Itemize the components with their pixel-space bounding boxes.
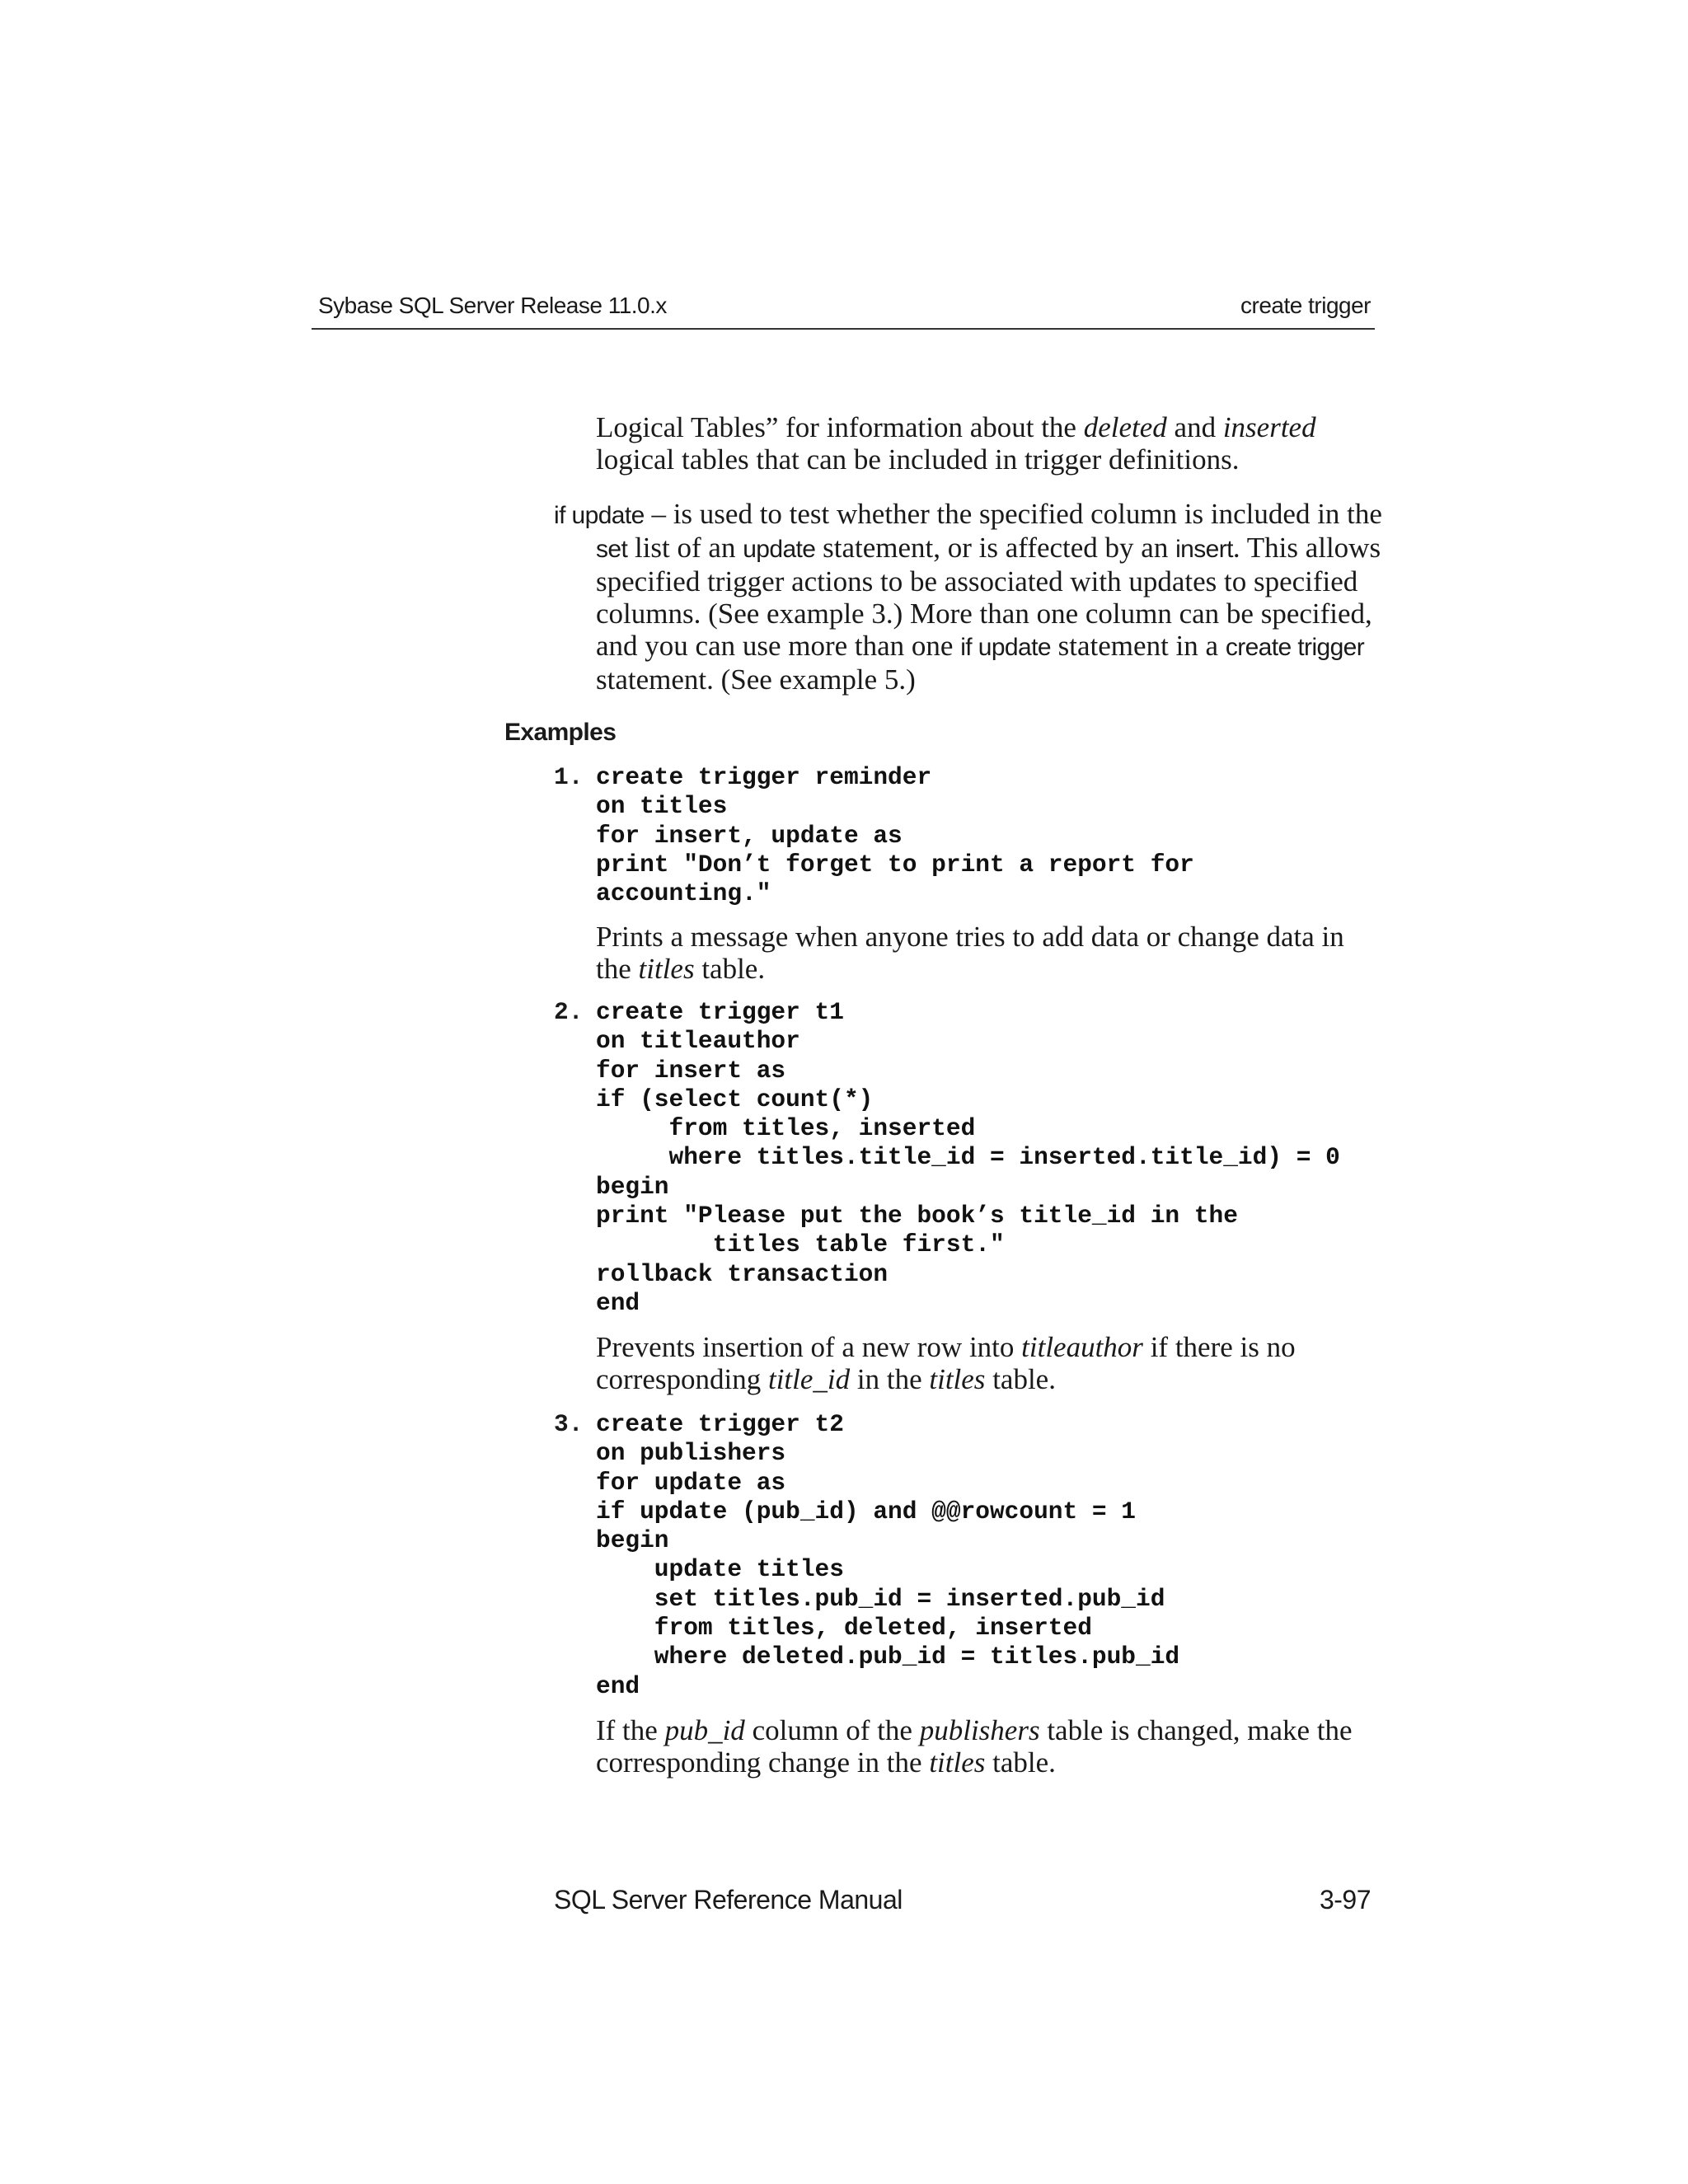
intro-paragraph: Logical Tables” for information about the deleted and inserted logical tables that can be included in trigger definitions. bbox=[596, 411, 1316, 476]
header-rule bbox=[312, 328, 1375, 330]
running-header-section: create trigger bbox=[1240, 293, 1371, 318]
examples-heading: Examples bbox=[504, 719, 617, 746]
example-number: 1. bbox=[554, 763, 584, 791]
example-number: 2. bbox=[554, 998, 584, 1026]
example-3-description: If the pub_id column of the publishers table is changed, make the corresponding change in the titles table. bbox=[596, 1714, 1353, 1779]
example-1-code: create trigger reminder on titles for insert, update as print "Don’t forget to print a report for accounting." bbox=[596, 763, 1194, 908]
example-number: 3. bbox=[554, 1410, 584, 1438]
running-header-title: Sybase SQL Server Release 11.0.x bbox=[318, 293, 667, 318]
if-update-definition: if update – is used to test whether the specified column is included in the set list of an update statement, or is affected by an insert. This allows specified trigger actions to be associated with updates to specified columns. (See example 3.) More than one column can be specified, and you can use more than one if update statement in a create trigger statement. (See example 5.) bbox=[554, 498, 1382, 696]
example-1-description: Prints a message when anyone tries to add data or change data in the titles table. bbox=[596, 921, 1344, 985]
example-2-code: create trigger t1 on titleauthor for insert as if (select count(*) from titles, inserted where titles.title_id = inserted.title_id) = 0 begin print "Please put the book’s title_id in the titles table first." rollback transaction end bbox=[596, 998, 1340, 1317]
example-2-description: Prevents insertion of a new row into titleauthor if there is no corresponding title_id in the titles table. bbox=[596, 1331, 1296, 1395]
example-3-code: create trigger t2 on publishers for update as if update (pub_id) and @@rowcount = 1 begin update titles set titles.pub_id = inserted.pub_id from titles, deleted, inserted where deleted.pub_id = titles.pub_id end bbox=[596, 1410, 1180, 1700]
footer-manual-title: SQL Server Reference Manual bbox=[554, 1885, 903, 1915]
page-number: 3-97 bbox=[1319, 1885, 1371, 1915]
